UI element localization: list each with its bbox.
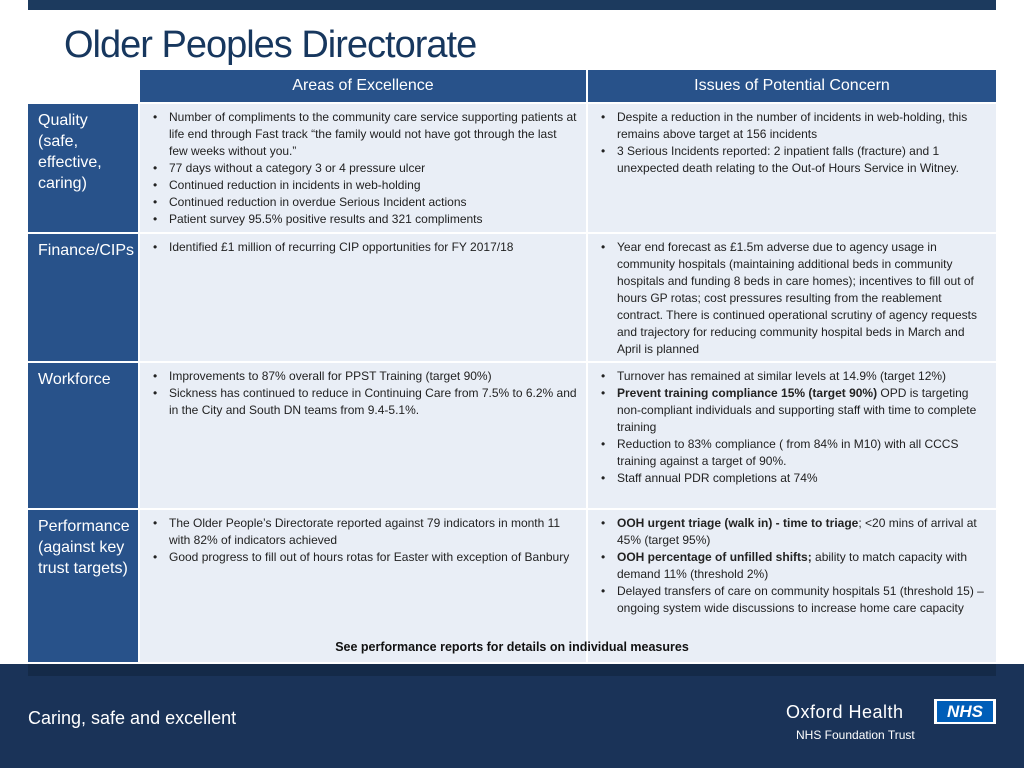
bullet-text: ability to match capacity with demand 11% (threshold 2%) bbox=[617, 550, 968, 581]
bullet-item bbox=[617, 549, 988, 583]
bullet-item: • Continued reduction in overdue Serious Incident actions bbox=[169, 194, 578, 211]
bullet-item bbox=[617, 385, 988, 436]
bullet-item: • Despite a reduction in the number of incidents in web-holding, this remains above target at 156 incidents bbox=[617, 109, 988, 143]
bullet-item: • Reduction to 83% compliance ( from 84% in M10) with all CCCS training against a target of 90%. bbox=[617, 436, 988, 470]
top-bar bbox=[28, 0, 996, 10]
header-issues-of-concern: Issues of Potential Concern bbox=[588, 70, 996, 102]
row-label-finance: Finance/CIPs bbox=[28, 234, 138, 361]
row-workforce bbox=[28, 363, 996, 508]
cell-workforce-concerns bbox=[588, 363, 996, 508]
bullet-item: • Good progress to fill out of hours rotas for Easter with exception of Banbury bbox=[169, 549, 578, 566]
bullet-item: • Number of compliments to the community care service supporting patients at life end through Fast track “the family would not have got through the last few weeks without you.” bbox=[169, 109, 578, 160]
bullet-item bbox=[617, 515, 988, 549]
nhs-logo-text: NHS bbox=[937, 701, 993, 722]
bullet-item: • The Older People’s Directorate reported against 79 indicators in month 11 with 82% of indicators achieved bbox=[169, 515, 578, 549]
bullet-item: • Sickness has continued to reduce in Continuing Care from 7.5% to 6.2% and in the City and South DN teams from 9.4-5.1%. bbox=[169, 385, 578, 419]
bullet-item: • 77 days without a category 3 or 4 pressure ulcer bbox=[169, 160, 578, 177]
bullet-item: • Identified £1 million of recurring CIP opportunities for FY 2017/18 bbox=[169, 239, 578, 256]
bullet-item: • Year end forecast as £1.5m adverse due to agency usage in community hospitals (maintaining additional beds in community hospitals and funding 8 beds in care homes); incentives to fill out of hours GP rotas; cost pressures resulting from the reablement contract. There is continued operational scrutiny of agency requests and trajectory for reducing community hospital beds in March and April is planned bbox=[617, 239, 988, 358]
bullet-item: • Turnover has remained at similar levels at 14.9% (target 12%) bbox=[617, 368, 988, 385]
row-label-quality: Quality (safe, effective, caring) bbox=[28, 104, 138, 232]
cell-quality-concerns bbox=[588, 104, 996, 232]
bullet-item: • Continued reduction in incidents in web-holding bbox=[169, 177, 578, 194]
bullet-bold-text: OOH percentage of unfilled shifts; bbox=[617, 550, 812, 564]
org-subtitle: NHS Foundation Trust bbox=[796, 728, 915, 742]
footer-tagline: Caring, safe and excellent bbox=[28, 708, 237, 728]
page-title: Older Peoples Directorate bbox=[64, 24, 477, 66]
bullet-bold-text: OOH urgent triage (walk in) - time to triage bbox=[617, 516, 859, 530]
row-quality bbox=[28, 104, 996, 232]
row-finance bbox=[28, 234, 996, 361]
bullet-text: OPD is targeting non-compliant individuals and supporting staff with time to complete training bbox=[617, 386, 977, 434]
bullet-item: • 3 Serious Incidents reported: 2 inpatient falls (fracture) and 1 unexpected death relating to the Out-of Hours Service in Witney. bbox=[617, 143, 988, 177]
bullet-text: ; <20 mins of arrival at 45% (target 95%) bbox=[617, 516, 977, 547]
cell-workforce-excellence bbox=[140, 363, 586, 508]
cell-finance-concerns bbox=[588, 234, 996, 361]
org-name: Oxford Health bbox=[786, 702, 904, 722]
cell-quality-excellence bbox=[140, 104, 586, 232]
row-label-performance: Performance (against key trust targets) bbox=[28, 510, 138, 662]
bullet-item: • Delayed transfers of care on community hospitals 51 (threshold 15) – ongoing system wide discussions to increase home care capacity bbox=[617, 583, 988, 617]
footer-stripe bbox=[28, 664, 996, 676]
bullet-item: • Improvements to 87% overall for PPST Training (target 90%) bbox=[169, 368, 578, 385]
row-label-workforce: Workforce bbox=[28, 363, 138, 508]
cell-finance-excellence bbox=[140, 234, 586, 361]
performance-note: See performance reports for details on individual measures bbox=[335, 640, 689, 654]
nhs-logo bbox=[934, 699, 996, 724]
bullet-bold-text: Prevent training compliance 15% (target 90%) bbox=[617, 386, 878, 400]
header-areas-of-excellence: Areas of Excellence bbox=[140, 70, 586, 102]
bullet-item: • Staff annual PDR completions at 74% bbox=[617, 470, 988, 487]
bullet-item: • Patient survey 95.5% positive results and 321 compliments bbox=[169, 211, 578, 228]
